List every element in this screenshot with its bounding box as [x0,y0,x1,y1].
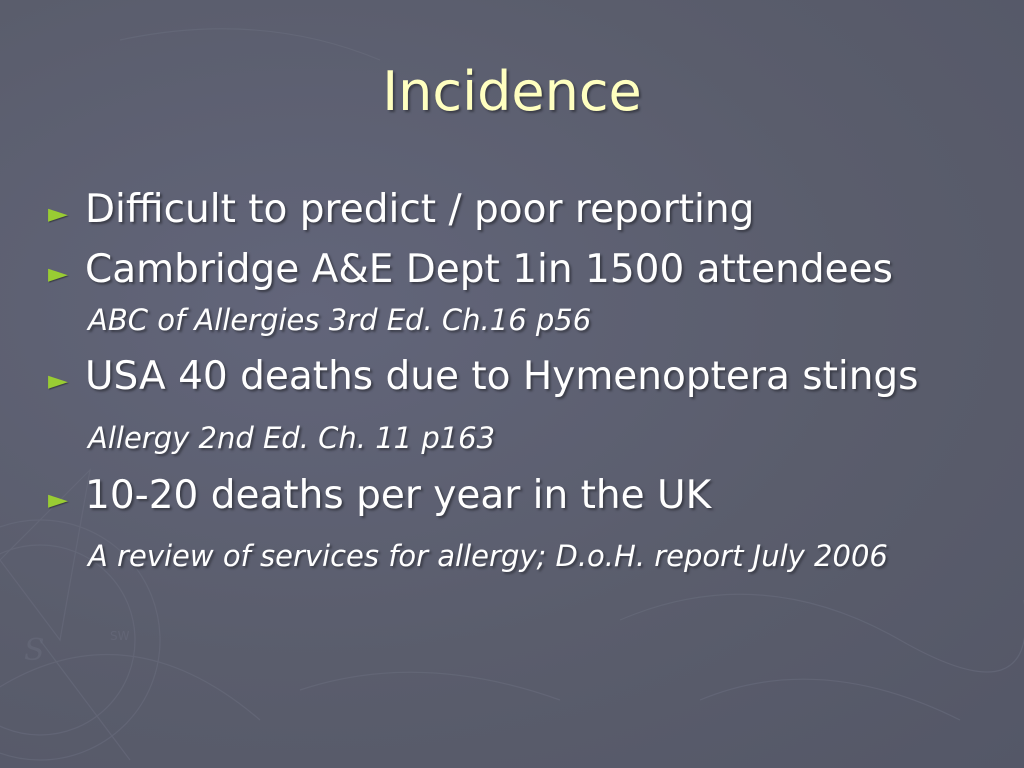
bullet-text: 10-20 deaths per year in the UK [85,473,712,518]
svg-text:SW: SW [110,629,130,643]
bullet-text: USA 40 deaths due to Hymenoptera stings [85,354,919,399]
triangle-right-icon: ► [48,366,68,396]
citation: ABC of Allergies 3rd Ed. Ch.16 p56 [88,303,592,337]
bullet-text: Difficult to predict / poor reporting [85,187,755,232]
citation: A review of services for allergy; D.o.H. report July 2006 [88,539,888,573]
bullet-item [48,353,919,405]
triangle-right-icon: ► [48,199,68,229]
triangle-right-icon: ► [48,485,68,515]
bullet-item [48,246,893,298]
bullet-text: Cambridge A&E Dept 1in 1500 attendees [85,247,893,292]
triangle-right-icon: ► [48,259,68,289]
citation: Allergy 2nd Ed. Ch. 11 p163 [88,421,496,455]
bullet-item [48,472,711,524]
svg-text:S: S [24,633,45,668]
slide-title: Incidence [382,60,642,123]
bullet-item [48,186,754,238]
